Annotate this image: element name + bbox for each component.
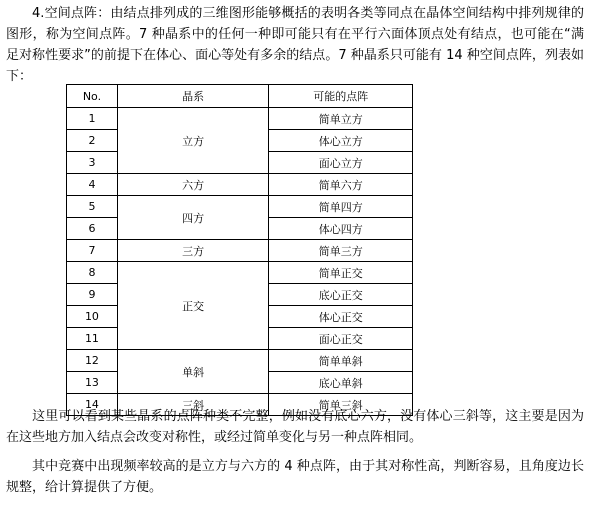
system-cell: 六方 (117, 174, 269, 196)
table-row (67, 108, 413, 130)
lattice-cell: 简单立方 (269, 108, 413, 130)
row-no: 5 (67, 196, 118, 218)
system-cell: 三斜 (117, 394, 269, 416)
system-cell: 立方 (117, 108, 269, 174)
row-no: 3 (67, 152, 118, 174)
row-no: 10 (67, 306, 118, 328)
row-no: 7 (67, 240, 118, 262)
table-row (67, 196, 413, 218)
row-no: 8 (67, 262, 118, 284)
row-no: 1 (67, 108, 118, 130)
lattice-cell: 体心四方 (269, 218, 413, 240)
intro-text: 4.空间点阵：由结点排列成的三维图形能够概括的表明各类等同点在晶体空间结构中排列规律的图形，称为空间点阵。7 种晶系中的任何一种即可能只有在平行六面体顶点处有结点，也可能在“满足对称性要求”的前提下在体心、面心等处有多余的结点。7 种晶系只可能有 14 种空间点阵，列表如下： (6, 6, 584, 84)
header-no: No. (67, 85, 118, 108)
row-no: 12 (67, 350, 118, 372)
lattice-cell: 简单单斜 (269, 350, 413, 372)
table-row (67, 350, 413, 372)
lattice-cell: 简单正交 (269, 262, 413, 284)
row-no: 11 (67, 328, 118, 350)
table-row (67, 262, 413, 284)
lattice-table (66, 84, 413, 416)
lattice-cell: 简单四方 (269, 196, 413, 218)
lattice-cell: 简单六方 (269, 174, 413, 196)
header-system: 晶系 (117, 85, 269, 108)
system-cell: 单斜 (117, 350, 269, 394)
system-cell: 四方 (117, 196, 269, 240)
lattice-cell: 底心单斜 (269, 372, 413, 394)
system-cell: 正交 (117, 262, 269, 350)
remark-text: 这里可以看到某些晶系的点阵种类不完整，例如没有底心六方，没有体心三斜等，这主要是因为在这些地方加入结点会改变对称性，或经过简单变化与另一种点阵相同。 (6, 409, 584, 445)
header-lattice: 可能的点阵 (269, 85, 413, 108)
remark-paragraph (6, 406, 584, 448)
lattice-cell: 面心正交 (269, 328, 413, 350)
conclusion-paragraph (6, 456, 584, 498)
row-no: 13 (67, 372, 118, 394)
lattice-cell: 简单三斜 (269, 394, 413, 416)
table-row (67, 240, 413, 262)
row-no: 14 (67, 394, 118, 416)
row-no: 4 (67, 174, 118, 196)
row-no: 9 (67, 284, 118, 306)
lattice-cell: 简单三方 (269, 240, 413, 262)
lattice-cell: 底心正交 (269, 284, 413, 306)
lattice-cell: 体心正交 (269, 306, 413, 328)
system-cell: 三方 (117, 240, 269, 262)
lattice-cell: 体心立方 (269, 130, 413, 152)
row-no: 6 (67, 218, 118, 240)
row-no: 2 (67, 130, 118, 152)
table-header-row (67, 85, 413, 108)
table-row (67, 174, 413, 196)
intro-paragraph (6, 3, 584, 87)
conclusion-text: 其中竞赛中出现频率较高的是立方与六方的 4 种点阵，由于其对称性高，判断容易，且角度边长规整，给计算提供了方便。 (6, 459, 584, 495)
lattice-cell: 面心立方 (269, 152, 413, 174)
